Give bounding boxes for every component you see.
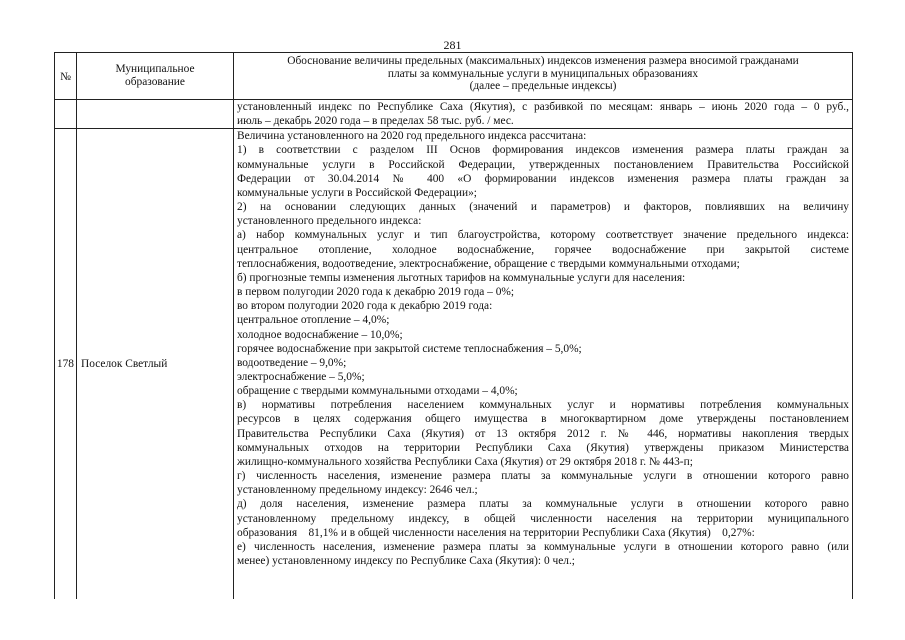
text-line: Величина установленного на 2020 год предельного индекса рассчитана: xyxy=(237,130,587,143)
text-line: коммунальных отходов на территории Республики Саха (Якутия) утверждены приказом Министерства xyxy=(237,441,849,454)
text-line: холодное водоснабжение – 10,0%; xyxy=(237,328,403,341)
continuation-number-cell xyxy=(55,100,77,129)
header-number: № xyxy=(55,53,77,100)
text-line: в) нормативы потребления населением коммунальных услуг и нормативы потребления коммунальных xyxy=(237,399,849,412)
continuation-municipality-cell xyxy=(77,100,234,129)
row-number: 178 xyxy=(55,129,77,599)
row-municipality: Поселок Светлый xyxy=(77,129,234,599)
text-line: установленному предельному индексу: 2646 чел.; xyxy=(237,484,478,497)
text-line: водоотведение – 9,0%; xyxy=(237,356,347,369)
text-line: установленный индекс по Республике Саха (Якутия), с разбивкой по месяцам: январь – июнь 2020 года – 0 руб., xyxy=(237,101,849,113)
text-line: горячее водоснабжение при закрытой системе теплоснабжения – 5,0%; xyxy=(237,342,582,355)
text-line: а) набор коммунальных услуг и тип благоустройства, которому соответствует значение предельного индекса: xyxy=(237,229,849,242)
header-municipality-line: образование xyxy=(125,75,185,88)
table-row xyxy=(55,129,853,599)
text-line: менее) установленному индексу по Республике Саха (Якутия): 0 чел.; xyxy=(237,555,575,567)
text-line: ресурсов в целях содержания общего имущества в многоквартирном доме утверждены постановлением xyxy=(237,413,849,426)
text-line: г) численность населения, изменение размера платы за коммунальные услуги в отношении которого равно xyxy=(237,470,849,483)
text-line: 2) на основании следующих данных (значений и параметров) и факторов, повлиявших на величину xyxy=(237,201,849,214)
text-line: теплоснабжения, водоотведение, электроснабжение, обращение с твердыми коммунальными отходами; xyxy=(237,257,740,270)
text-line: электроснабжение – 5,0%; xyxy=(237,370,365,383)
header-municipality-line: Муниципальное xyxy=(115,63,195,75)
index-justification-table xyxy=(54,52,853,599)
page-number: 281 xyxy=(443,38,462,52)
text-line: д) доля населения, изменение размера платы за коммунальные услуги в отношении которого равно xyxy=(237,498,849,511)
text-line: Федерации от 30.04.2014 № 400 «О формировании индексов изменения размера платы граждан за xyxy=(237,172,849,185)
text-line: установленного предельного индекса: xyxy=(237,215,422,228)
text-line: образования 81,1% и в общей численности населения на территории Республики Саха (Якутия) 0,27%: xyxy=(237,526,755,539)
text-line: в первом полугодии 2020 года к декабрю 2019 года – 0%; xyxy=(237,286,515,299)
text-line: коммунальные услуги в Российской Федерации, утвержденных постановлением Правительства Российской xyxy=(237,158,849,171)
text-line: установленному предельному индексу, в общей численности населения на территории муниципального xyxy=(237,512,849,525)
text-line: Правительства Республики Саха (Якутия) от 13 октября 2012 г. № 446, нормативы накопления твердых xyxy=(237,427,849,440)
text-line: центральное отопление, холодное водоснабжение, горячее водоснабжение при закрытой системе xyxy=(237,243,849,256)
header-justification-line: (далее – предельные индексы) xyxy=(469,80,617,93)
header-justification-line: платы за коммунальные услуги в муниципальных образованиях xyxy=(387,67,699,80)
continuation-text-cell xyxy=(234,100,853,129)
text-line: коммунальные услуги в Российской Федерации»; xyxy=(237,186,477,199)
text-line: во втором полугодии 2020 года к декабрю 2019 года: xyxy=(237,300,493,313)
continuation-row xyxy=(55,100,853,129)
text-line: обращение с твердыми коммунальными отходами – 4,0%; xyxy=(237,385,518,398)
text-line: центральное отопление – 4,0%; xyxy=(237,314,390,327)
text-line: жилищно-коммунального хозяйства Республики Саха (Якутия) от 29 октября 2018 г. № 443-п; xyxy=(237,455,693,468)
text-line: б) прогнозные темпы изменения льготных тарифов на коммунальные услуги для населения: xyxy=(237,271,686,284)
header-justification-line: Обоснование величины предельных (максимальных) индексов изменения размера вносимой гражданами xyxy=(287,55,799,67)
header-municipality xyxy=(77,53,234,100)
text-line: 1) в соответствии с разделом III Основ формирования индексов изменения размера платы граждан за xyxy=(237,144,849,157)
row-justification-text xyxy=(234,129,853,599)
text-line: июль – декабрь 2020 года – в пределах 58 тыс. руб. / мес. xyxy=(237,115,514,128)
text-line: е) численность населения, изменение размера платы за коммунальные услуги в отношении которого равно (или xyxy=(237,540,849,553)
table-header-row xyxy=(55,53,853,100)
header-justification xyxy=(234,53,853,100)
